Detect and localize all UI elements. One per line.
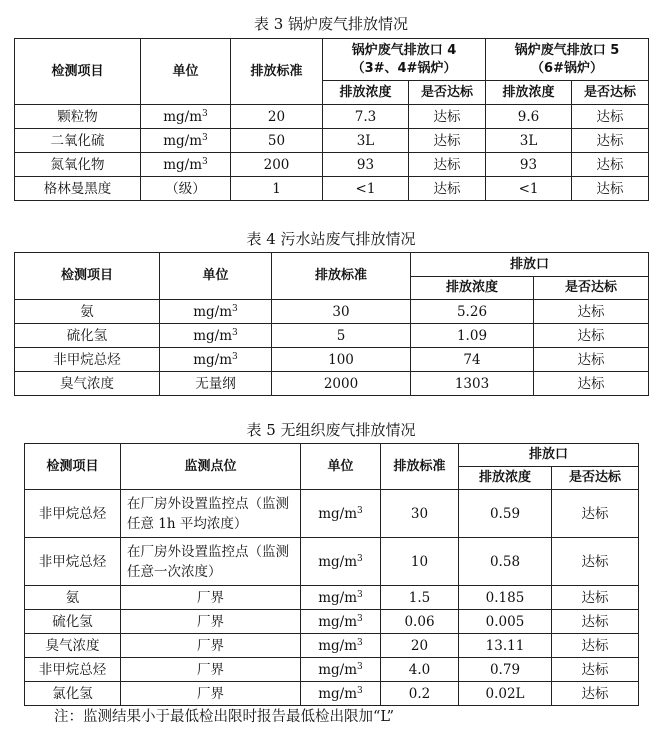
- cell-item: 臭气浓度: [15, 372, 160, 396]
- unit-text: mg/m: [318, 685, 358, 702]
- cell-compliant: 达标: [552, 682, 639, 706]
- cell-item: 氯化氢: [25, 682, 121, 706]
- cell-unit: [301, 634, 381, 658]
- unit-sup: 3: [357, 553, 363, 564]
- table4-caption: 表 4 污水站废气排放情况: [246, 230, 416, 248]
- cell-standard: 200: [231, 153, 323, 177]
- t5-header-unit: 单位: [301, 444, 381, 490]
- cell-item: 非甲烷总烃: [25, 538, 121, 586]
- cell-point: 在厂房外设置监控点（监测任意 1h 平均浓度）: [121, 490, 301, 538]
- cell-compliant: 达标: [572, 129, 649, 153]
- cell-unit: [301, 682, 381, 706]
- cell-standard: 4.0: [381, 658, 459, 682]
- t3-header-standard: 排放标准: [231, 39, 323, 105]
- unit-text: mg/m: [318, 553, 358, 570]
- unit-text: 无量纲: [195, 375, 236, 392]
- table5-fugitive-emissions: [24, 443, 639, 706]
- cell-conc: 7.3: [323, 105, 409, 129]
- t3-outlet5-line1: 锅炉废气排放口 5: [514, 42, 620, 58]
- t4-header-outlet: 排放口: [411, 253, 649, 277]
- cell-conc: 3L: [323, 129, 409, 153]
- cell-point: 厂界: [121, 586, 301, 610]
- t3-header-item: 检测项目: [15, 39, 141, 105]
- table-row: [25, 490, 639, 538]
- cell-point: 在厂房外设置监控点（监测任意一次浓度）: [121, 538, 301, 586]
- t3-outlet5-line2: （6#锅炉）: [531, 60, 603, 76]
- cell-compliant: 达标: [572, 177, 649, 201]
- cell-point: 厂界: [121, 610, 301, 634]
- unit-sup: 3: [357, 661, 363, 672]
- cell-conc: 1.09: [411, 324, 534, 348]
- unit-text: mg/m: [318, 613, 358, 630]
- table-row: [25, 658, 639, 682]
- cell-standard: 0.2: [381, 682, 459, 706]
- cell-unit: [141, 177, 231, 201]
- table-row: [15, 129, 649, 153]
- cell-unit: [160, 324, 272, 348]
- cell-unit: [301, 490, 381, 538]
- cell-item: 非甲烷总烃: [25, 490, 121, 538]
- cell-item: 臭气浓度: [25, 634, 121, 658]
- cell-standard: 5: [272, 324, 411, 348]
- table-row: [25, 586, 639, 610]
- unit-text: mg/m: [163, 108, 203, 125]
- cell-compliant: 达标: [409, 153, 486, 177]
- cell-conc: 0.02L: [459, 682, 552, 706]
- cell-unit: [141, 153, 231, 177]
- cell-compliant: 达标: [552, 586, 639, 610]
- cell-conc: 74: [411, 348, 534, 372]
- cell-compliant: 达标: [552, 538, 639, 586]
- table3-caption: 表 3 锅炉废气排放情况: [253, 15, 409, 33]
- cell-item: 颗粒物: [15, 105, 141, 129]
- table-row: [15, 153, 649, 177]
- cell-item: 硫化氢: [15, 324, 160, 348]
- t3-outlet4-line2: （3#、4#锅炉）: [351, 60, 457, 76]
- t3-header-outlet4: [323, 39, 486, 81]
- cell-compliant: 达标: [409, 177, 486, 201]
- table-row: [15, 324, 649, 348]
- table3-boiler-emissions: [14, 38, 649, 201]
- unit-sup: 3: [357, 613, 363, 624]
- cell-compliant: 达标: [534, 372, 649, 396]
- cell-unit: [160, 372, 272, 396]
- cell-standard: 20: [231, 105, 323, 129]
- cell-conc: 0.79: [459, 658, 552, 682]
- t5-header-conc: 排放浓度: [459, 467, 552, 490]
- cell-conc: <1: [486, 177, 572, 201]
- cell-compliant: 达标: [572, 105, 649, 129]
- unit-text: mg/m: [318, 589, 358, 606]
- unit-text: mg/m: [193, 351, 233, 368]
- cell-unit: [141, 129, 231, 153]
- cell-standard: 20: [381, 634, 459, 658]
- cell-compliant: 达标: [552, 658, 639, 682]
- cell-conc: 5.26: [411, 300, 534, 324]
- cell-item: 氨: [15, 300, 160, 324]
- cell-item: 非甲烷总烃: [15, 348, 160, 372]
- table-row: [15, 177, 649, 201]
- cell-unit: [301, 610, 381, 634]
- unit-text: mg/m: [163, 132, 203, 149]
- cell-standard: 1: [231, 177, 323, 201]
- cell-standard: 30: [381, 490, 459, 538]
- cell-compliant: 达标: [552, 610, 639, 634]
- cell-unit: [301, 658, 381, 682]
- cell-compliant: 达标: [572, 153, 649, 177]
- table4-wastewater-station-emissions: [14, 252, 649, 396]
- cell-item: 氨: [25, 586, 121, 610]
- t4-header-standard: 排放标准: [272, 253, 411, 300]
- cell-item: 氮氧化物: [15, 153, 141, 177]
- cell-conc: 0.185: [459, 586, 552, 610]
- t5-header-outlet: 排放口: [459, 444, 639, 467]
- cell-standard: 50: [231, 129, 323, 153]
- cell-item: 格林曼黑度: [15, 177, 141, 201]
- cell-compliant: 达标: [409, 105, 486, 129]
- table-row: [15, 372, 649, 396]
- cell-compliant: 达标: [409, 129, 486, 153]
- t5-header-item: 检测项目: [25, 444, 121, 490]
- table-row: [25, 682, 639, 706]
- cell-compliant: 达标: [552, 490, 639, 538]
- unit-sup: 3: [357, 685, 363, 696]
- cell-conc: 0.59: [459, 490, 552, 538]
- cell-conc: <1: [323, 177, 409, 201]
- t3-header-conc5: 排放浓度: [486, 81, 572, 105]
- t3-outlet4-line1: 锅炉废气排放口 4: [351, 42, 457, 58]
- cell-conc: 0.005: [459, 610, 552, 634]
- cell-conc: 1303: [411, 372, 534, 396]
- cell-point: 厂界: [121, 634, 301, 658]
- cell-standard: 2000: [272, 372, 411, 396]
- unit-text: mg/m: [193, 303, 233, 320]
- cell-unit: [301, 538, 381, 586]
- t3-header-outlet5: [486, 39, 649, 81]
- t4-header-item: 检测项目: [15, 253, 160, 300]
- unit-sup: 3: [357, 505, 363, 516]
- table-row: [25, 538, 639, 586]
- cell-unit: [141, 105, 231, 129]
- cell-standard: 30: [272, 300, 411, 324]
- t4-header-ok: 是否达标: [534, 277, 649, 300]
- unit-text: mg/m: [318, 661, 358, 678]
- t3-header-conc4: 排放浓度: [323, 81, 409, 105]
- cell-item: 非甲烷总烃: [25, 658, 121, 682]
- t5-header-standard: 排放标准: [381, 444, 459, 490]
- unit-sup: 3: [232, 327, 238, 338]
- cell-conc: 9.6: [486, 105, 572, 129]
- t5-header-ok: 是否达标: [552, 467, 639, 490]
- t3-header-ok4: 是否达标: [409, 81, 486, 105]
- footnote: 注：监测结果小于最低检出限时报告最低检出限加“L”: [54, 709, 394, 725]
- unit-sup: 3: [202, 156, 208, 167]
- cell-standard: 10: [381, 538, 459, 586]
- cell-point: 厂界: [121, 658, 301, 682]
- cell-conc: 0.58: [459, 538, 552, 586]
- table-row: [15, 105, 649, 129]
- table-row: [25, 610, 639, 634]
- unit-sup: 3: [202, 108, 208, 119]
- cell-standard: 100: [272, 348, 411, 372]
- cell-compliant: 达标: [534, 324, 649, 348]
- cell-conc: 3L: [486, 129, 572, 153]
- unit-text: mg/m: [193, 327, 233, 344]
- cell-unit: [301, 586, 381, 610]
- cell-item: 二氧化硫: [15, 129, 141, 153]
- unit-text: mg/m: [163, 156, 203, 173]
- cell-item: 硫化氢: [25, 610, 121, 634]
- unit-sup: 3: [232, 351, 238, 362]
- cell-standard: 1.5: [381, 586, 459, 610]
- cell-conc: 93: [486, 153, 572, 177]
- unit-sup: 3: [357, 637, 363, 648]
- table-row: [25, 634, 639, 658]
- table-row: [15, 300, 649, 324]
- t3-header-unit: 单位: [141, 39, 231, 105]
- t3-header-ok5: 是否达标: [572, 81, 649, 105]
- cell-point: 厂界: [121, 682, 301, 706]
- unit-sup: 3: [357, 589, 363, 600]
- t5-header-point: 监测点位: [121, 444, 301, 490]
- unit-text: mg/m: [318, 505, 358, 522]
- unit-text: （级）: [165, 180, 206, 197]
- cell-unit: [160, 300, 272, 324]
- cell-standard: 0.06: [381, 610, 459, 634]
- cell-unit: [160, 348, 272, 372]
- cell-conc: 13.11: [459, 634, 552, 658]
- unit-text: mg/m: [318, 637, 358, 654]
- unit-sup: 3: [202, 132, 208, 143]
- t4-header-unit: 单位: [160, 253, 272, 300]
- cell-compliant: 达标: [534, 348, 649, 372]
- unit-sup: 3: [232, 303, 238, 314]
- table-row: [15, 348, 649, 372]
- t4-header-conc: 排放浓度: [411, 277, 534, 300]
- table5-caption: 表 5 无组织废气排放情况: [246, 421, 416, 439]
- cell-conc: 93: [323, 153, 409, 177]
- cell-compliant: 达标: [534, 300, 649, 324]
- cell-compliant: 达标: [552, 634, 639, 658]
